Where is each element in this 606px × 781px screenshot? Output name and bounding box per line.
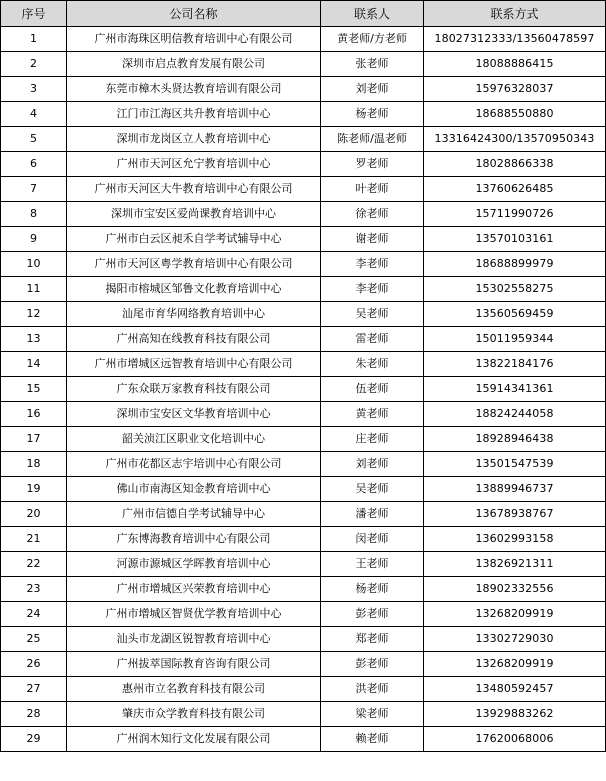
cell-phone: 15914341361 [424,377,606,402]
cell-company: 广东众联万家教育科技有限公司 [67,377,321,402]
cell-company: 韶关浈江区职业文化培训中心 [67,427,321,452]
cell-contact: 张老师 [321,52,424,77]
cell-phone: 13560569459 [424,302,606,327]
cell-contact: 谢老师 [321,227,424,252]
table-row [1,427,606,452]
table-row [1,127,606,152]
table-body [1,27,606,752]
cell-company: 深圳市宝安区文华教育培训中心 [67,402,321,427]
cell-company: 佛山市南海区知金教育培训中心 [67,477,321,502]
cell-index: 20 [1,502,67,527]
cell-index: 6 [1,152,67,177]
cell-phone: 18824244058 [424,402,606,427]
cell-phone: 18902332556 [424,577,606,602]
cell-company: 河源市源城区学晖教育培训中心 [67,552,321,577]
cell-index: 10 [1,252,67,277]
table-row [1,27,606,52]
cell-phone: 13889946737 [424,477,606,502]
cell-contact: 王老师 [321,552,424,577]
cell-phone: 18027312333/13560478597 [424,27,606,52]
cell-contact: 闵老师 [321,527,424,552]
cell-phone: 13316424300/13570950343 [424,127,606,152]
cell-phone: 13570103161 [424,227,606,252]
cell-phone: 15711990726 [424,202,606,227]
cell-contact: 赖老师 [321,727,424,752]
cell-phone: 13268209919 [424,652,606,677]
cell-contact: 李老师 [321,252,424,277]
cell-contact: 朱老师 [321,352,424,377]
cell-contact: 黄老师/方老师 [321,27,424,52]
cell-phone: 18688550880 [424,102,606,127]
cell-company: 广州市白云区昶禾自学考试辅导中心 [67,227,321,252]
cell-company: 广州市海珠区明信教育培训中心有限公司 [67,27,321,52]
cell-contact: 陈老师/温老师 [321,127,424,152]
header-contact: 联系人 [321,1,424,27]
table-row [1,77,606,102]
table-row [1,352,606,377]
cell-phone: 13602993158 [424,527,606,552]
cell-index: 8 [1,202,67,227]
cell-company: 江门市江海区共升教育培训中心 [67,102,321,127]
cell-company: 广州拔萃国际教育咨询有限公司 [67,652,321,677]
cell-contact: 刘老师 [321,77,424,102]
cell-company: 深圳市宝安区爱尚课教育培训中心 [67,202,321,227]
table-row [1,652,606,677]
table-row [1,527,606,552]
cell-phone: 17620068006 [424,727,606,752]
table-row [1,702,606,727]
cell-company: 汕尾市育华网络教育培训中心 [67,302,321,327]
table-row [1,252,606,277]
cell-company: 广州润木知行文化发展有限公司 [67,727,321,752]
table-row [1,327,606,352]
cell-index: 28 [1,702,67,727]
cell-company: 广州市花都区志宇培训中心有限公司 [67,452,321,477]
cell-contact: 彭老师 [321,652,424,677]
cell-company: 广州市增城区智贤优学教育培训中心 [67,602,321,627]
table-row [1,302,606,327]
cell-contact: 郑老师 [321,627,424,652]
cell-phone: 18088886415 [424,52,606,77]
cell-phone: 13302729030 [424,627,606,652]
cell-contact: 刘老师 [321,452,424,477]
cell-phone: 18928946438 [424,427,606,452]
cell-contact: 洪老师 [321,677,424,702]
cell-company: 广州市增城区远智教育培训中心有限公司 [67,352,321,377]
cell-index: 22 [1,552,67,577]
table-row [1,277,606,302]
cell-contact: 黄老师 [321,402,424,427]
cell-phone: 13929883262 [424,702,606,727]
cell-company: 广州市天河区粤学教育培训中心有限公司 [67,252,321,277]
cell-phone: 15302558275 [424,277,606,302]
table-row [1,152,606,177]
cell-company: 惠州市立名教育科技有限公司 [67,677,321,702]
cell-index: 27 [1,677,67,702]
cell-index: 19 [1,477,67,502]
table-row [1,502,606,527]
header-index: 序号 [1,1,67,27]
cell-phone: 15011959344 [424,327,606,352]
header-company: 公司名称 [67,1,321,27]
cell-contact: 杨老师 [321,577,424,602]
cell-company: 广州高知在线教育科技有限公司 [67,327,321,352]
cell-contact: 吴老师 [321,477,424,502]
table-row [1,552,606,577]
cell-company: 深圳市龙岗区立人教育培训中心 [67,127,321,152]
cell-contact: 吴老师 [321,302,424,327]
table-row [1,627,606,652]
cell-contact: 彭老师 [321,602,424,627]
cell-company: 揭阳市榕城区邹鲁文化教育培训中心 [67,277,321,302]
cell-index: 7 [1,177,67,202]
cell-company: 汕头市龙湖区锐智教育培训中心 [67,627,321,652]
cell-index: 29 [1,727,67,752]
cell-index: 5 [1,127,67,152]
cell-company: 广州市增城区兴荣教育培训中心 [67,577,321,602]
cell-index: 24 [1,602,67,627]
cell-phone: 13480592457 [424,677,606,702]
cell-phone: 13501547539 [424,452,606,477]
table-row [1,477,606,502]
cell-phone: 13678938767 [424,502,606,527]
cell-company: 广州市信德自学考试辅导中心 [67,502,321,527]
table-row [1,677,606,702]
header-row [1,1,606,27]
table-row [1,52,606,77]
cell-contact: 叶老师 [321,177,424,202]
table-row [1,177,606,202]
cell-index: 26 [1,652,67,677]
cell-phone: 13760626485 [424,177,606,202]
table-row [1,602,606,627]
table-row [1,227,606,252]
cell-index: 14 [1,352,67,377]
cell-index: 13 [1,327,67,352]
cell-index: 9 [1,227,67,252]
cell-index: 23 [1,577,67,602]
header-phone: 联系方式 [424,1,606,27]
cell-company: 广州市天河区允宁教育培训中心 [67,152,321,177]
cell-contact: 庄老师 [321,427,424,452]
cell-contact: 徐老师 [321,202,424,227]
cell-company: 深圳市启点教育发展有限公司 [67,52,321,77]
cell-phone: 15976328037 [424,77,606,102]
cell-contact: 杨老师 [321,102,424,127]
cell-phone: 13822184176 [424,352,606,377]
cell-contact: 李老师 [321,277,424,302]
cell-phone: 13268209919 [424,602,606,627]
cell-company: 广东博海教育培训中心有限公司 [67,527,321,552]
cell-phone: 18688899979 [424,252,606,277]
cell-index: 17 [1,427,67,452]
cell-company: 东莞市樟木头贤达教育培训有限公司 [67,77,321,102]
table-row [1,202,606,227]
cell-contact: 梁老师 [321,702,424,727]
cell-contact: 罗老师 [321,152,424,177]
cell-index: 11 [1,277,67,302]
cell-contact: 雷老师 [321,327,424,352]
cell-index: 25 [1,627,67,652]
cell-phone: 18028866338 [424,152,606,177]
cell-index: 21 [1,527,67,552]
table-row [1,452,606,477]
cell-index: 3 [1,77,67,102]
cell-contact: 潘老师 [321,502,424,527]
cell-company: 肇庆市众学教育科技有限公司 [67,702,321,727]
table-row [1,402,606,427]
table-row [1,377,606,402]
cell-index: 12 [1,302,67,327]
cell-index: 16 [1,402,67,427]
table-row [1,102,606,127]
cell-contact: 伍老师 [321,377,424,402]
cell-index: 18 [1,452,67,477]
cell-index: 2 [1,52,67,77]
cell-index: 4 [1,102,67,127]
table-header [1,1,606,27]
cell-phone: 13826921311 [424,552,606,577]
table-row [1,577,606,602]
cell-index: 1 [1,27,67,52]
table-row [1,727,606,752]
cell-index: 15 [1,377,67,402]
cell-company: 广州市天河区大牛教育培训中心有限公司 [67,177,321,202]
